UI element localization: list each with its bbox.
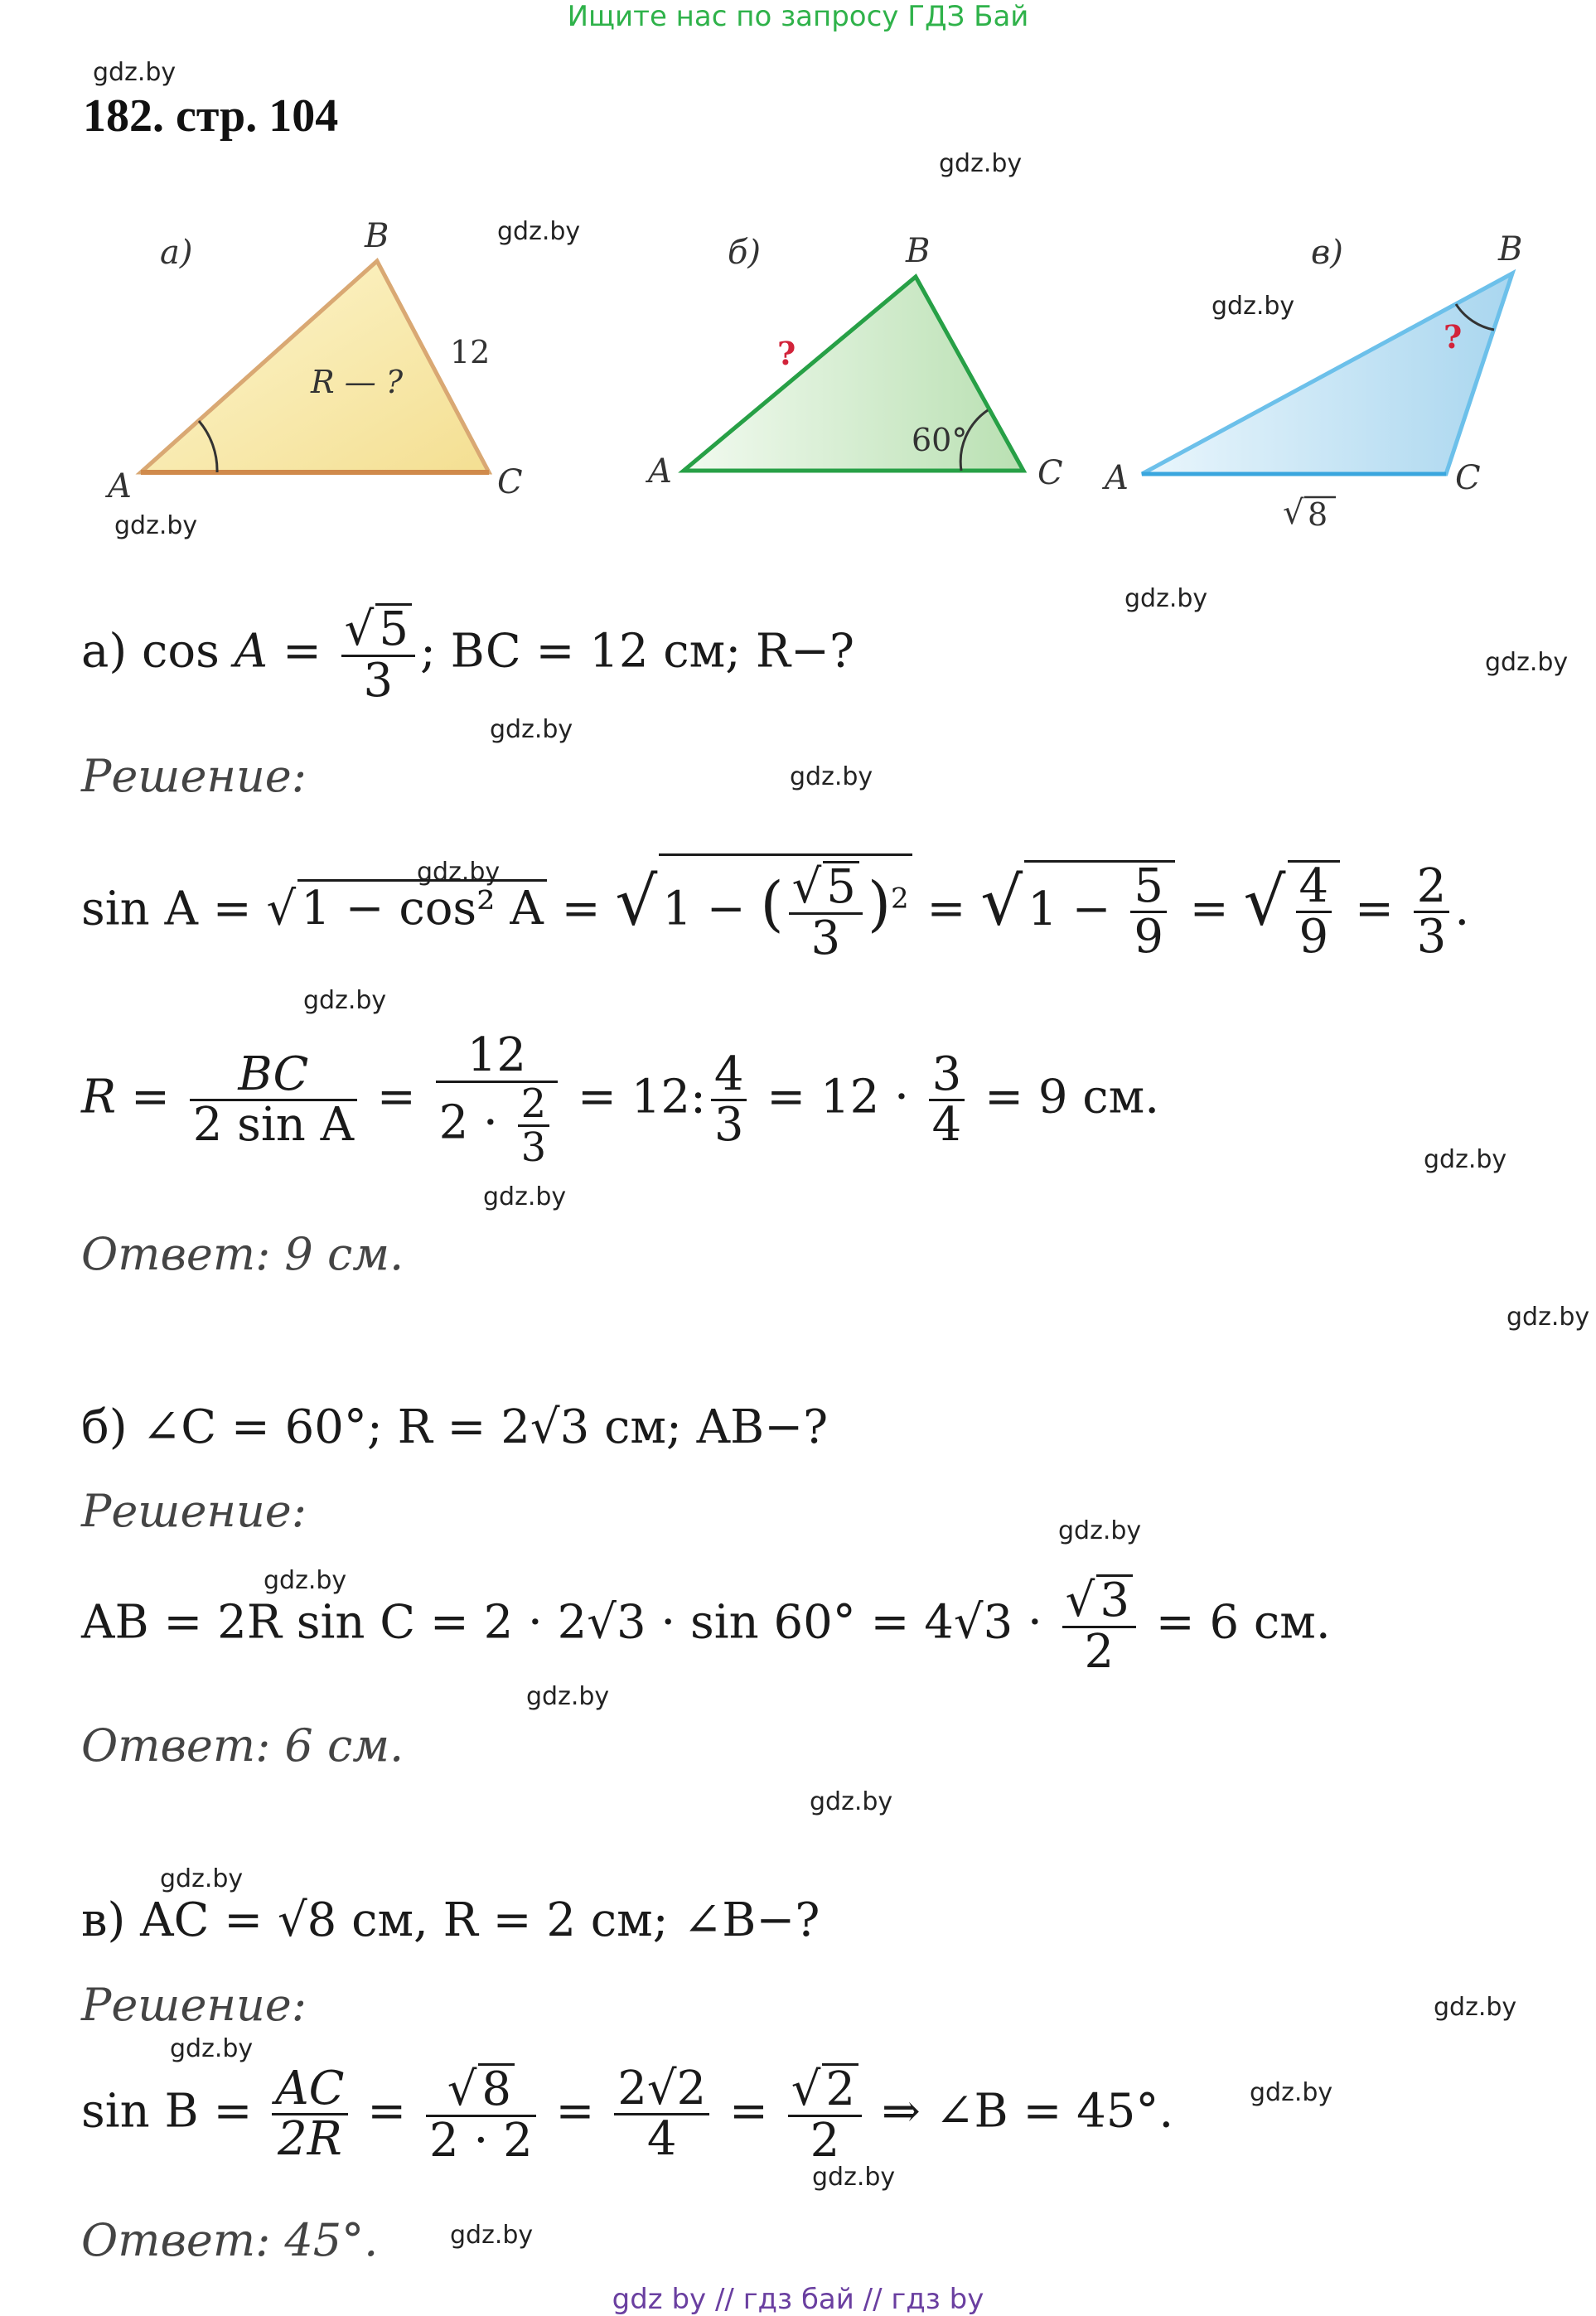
fig-v-side: 8 xyxy=(1308,496,1328,533)
part-a-angle-A: A xyxy=(234,624,268,679)
part-v-line1: sin B = $\frac{AC}{2R}$ = $\frac{√ 8}{2 \cdot 2}$ = $\frac{2√2}{4}$ = $\frac{√ 2}{2}$ ⇒ ∠B = 45°. xyxy=(81,2061,1174,2168)
watermark: gdz.by xyxy=(303,986,387,1015)
watermark: gdz.by xyxy=(497,217,581,246)
fig-v-vertex-b: B xyxy=(1498,230,1523,268)
triangle-v xyxy=(1142,273,1512,474)
part-a-given xyxy=(81,603,854,706)
watermark: gdz.by xyxy=(483,1182,567,1211)
fig-a-vertex-c: C xyxy=(497,463,523,501)
fig-v-vertex-a: A xyxy=(1105,459,1129,497)
watermark: gdz.by xyxy=(1507,1303,1590,1332)
part-v-answer: Ответ: 45°. xyxy=(81,2214,379,2266)
part-b-line1: AB = 2R sin C = 2 · 2√3 · sin 60° = 4√3 · $\frac{√ 3}{2}$ = 6 см. xyxy=(81,1574,1331,1679)
fig-b-vertex-b: B xyxy=(906,232,931,270)
page-title: 182. стр. 104 xyxy=(83,90,339,142)
part-a-cos-fraction: $\frac{√ 5}{3}$ xyxy=(341,603,415,706)
fig-a-vertex-a: A xyxy=(108,467,132,505)
fig-a-side: 12 xyxy=(450,334,491,370)
part-a-sqrt5: 5 xyxy=(375,603,412,655)
fig-a-label: а) xyxy=(160,234,193,272)
triangle-b xyxy=(684,277,1023,471)
fig-b-question: ? xyxy=(777,335,796,372)
watermark: gdz.by xyxy=(1434,1993,1517,2022)
fig-b-vertex-c: C xyxy=(1037,454,1063,492)
watermark: gdz.by xyxy=(1212,292,1295,321)
part-a-rest: ; BC = 12 см; R−? xyxy=(420,624,854,679)
part-a-answer: Ответ: 9 см. xyxy=(81,1228,404,1280)
fig-a-vertex-b: B xyxy=(365,217,389,255)
watermark: gdz.by xyxy=(93,58,177,87)
part-v-given: в) AC = √8 см, R = 2 см; ∠B−? xyxy=(81,1893,820,1947)
watermark: gdz.by xyxy=(264,1566,347,1595)
footer-links[interactable]: gdz by // гдз бай // гдз by xyxy=(612,2283,984,2316)
fig-v-radical: √ xyxy=(1283,494,1304,532)
part-v-solution-heading: Решение: xyxy=(81,1979,307,2031)
part-a-cos: а) cos xyxy=(81,624,220,679)
watermark: gdz.by xyxy=(526,1682,610,1711)
fig-v-question: ? xyxy=(1444,318,1463,355)
watermark: gdz.by xyxy=(1124,584,1208,613)
watermark: gdz.by xyxy=(1485,648,1569,677)
fig-b-angle: 60° xyxy=(912,422,968,458)
part-a-solution-heading: Решение: xyxy=(81,750,307,802)
fig-v-vertex-c: C xyxy=(1455,459,1481,497)
watermark: gdz.by xyxy=(417,858,501,887)
fig-a-ask: R — ? xyxy=(311,364,404,400)
watermark: gdz.by xyxy=(114,511,198,540)
watermark: gdz.by xyxy=(1250,2078,1333,2107)
part-a-eq: = xyxy=(282,624,322,679)
part-b-given: б) ∠C = 60°; R = 2√3 см; AB−? xyxy=(81,1400,829,1454)
watermark: gdz.by xyxy=(490,715,573,744)
fig-b-vertex-a: A xyxy=(648,452,672,491)
watermark: gdz.by xyxy=(790,762,873,791)
watermark: gdz.by xyxy=(170,2034,254,2063)
watermark: gdz.by xyxy=(939,149,1023,178)
part-a-line2: R = $\frac{BC}{\text{2 sin A}}$ = 12 2 · $\frac{2}{3}$ = 12: $\frac{4}{3}$ = 12 · $\frac{3}{4}$ = 9 см. xyxy=(81,1028,1159,1172)
watermark: gdz.by xyxy=(1058,1516,1142,1545)
watermark: gdz.by xyxy=(160,1864,244,1893)
watermark: gdz.by xyxy=(810,1787,893,1816)
fig-v-label: в) xyxy=(1311,234,1343,272)
watermark: gdz.by xyxy=(1424,1145,1507,1174)
part-b-solution-heading: Решение: xyxy=(81,1485,307,1537)
watermark: gdz.by xyxy=(812,2163,896,2192)
top-banner[interactable]: Ищите нас по запросу ГДЗ Бай xyxy=(567,0,1029,33)
triangles-figure xyxy=(0,0,1596,580)
part-a-den3: 3 xyxy=(363,653,394,708)
part-a-line1: sin A = √ 1 − cos² A = √ 1 − ( $\frac{√ 5}{3}$ )$^2$ = √ 1 − $\frac{5}{9}$ = √ $\frac{4}{9}$ = $\frac{2}{3}$ . xyxy=(81,853,1469,964)
fig-b-label: б) xyxy=(728,234,762,272)
watermark: gdz.by xyxy=(450,2221,534,2250)
part-b-answer: Ответ: 6 см. xyxy=(81,1719,404,1772)
